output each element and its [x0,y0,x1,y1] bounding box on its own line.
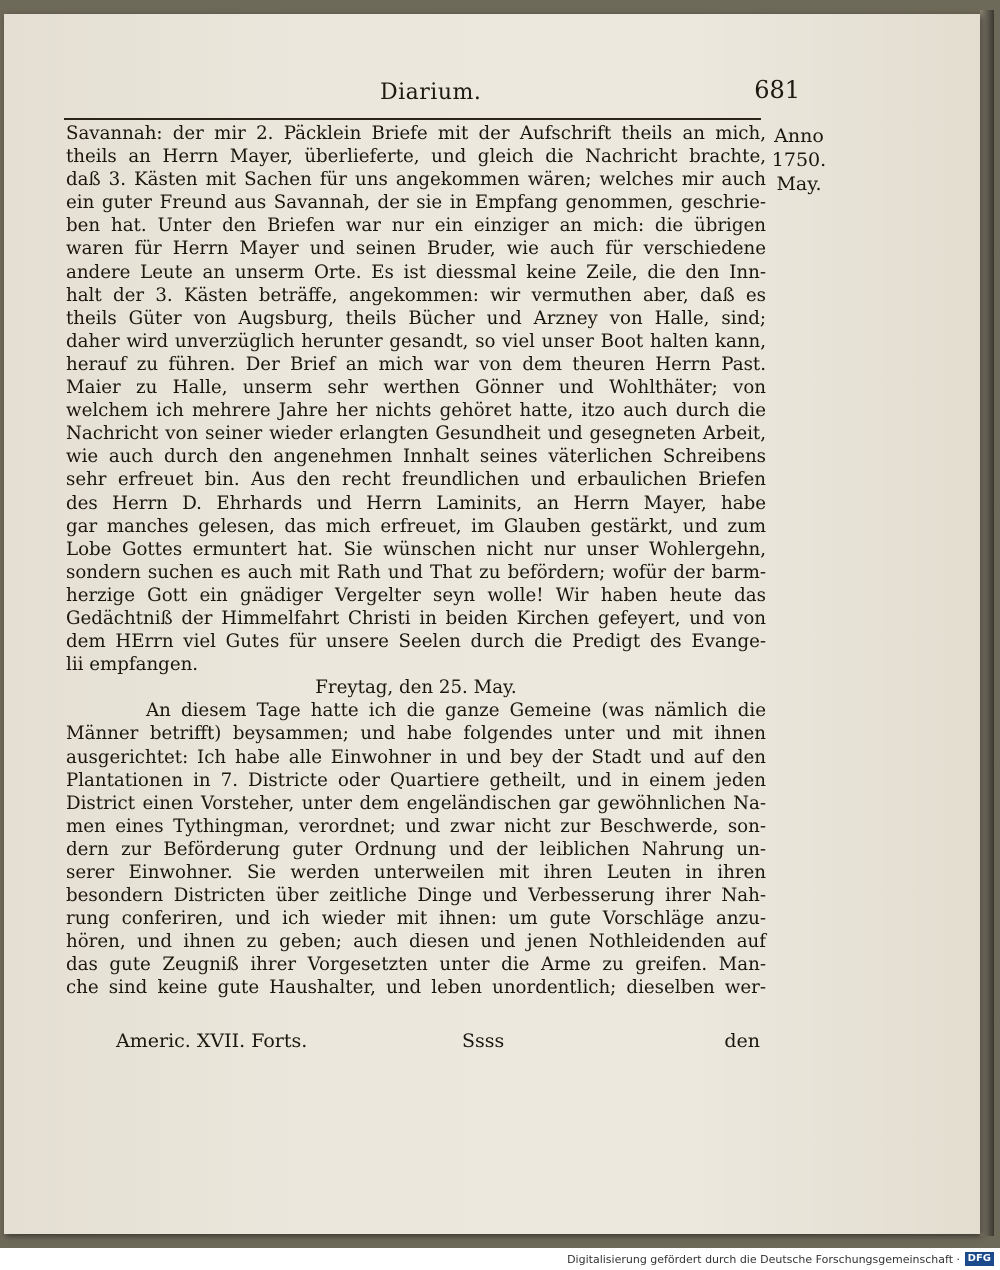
text-line: Maier zu Halle, unserm sehr werthen Gönner und Wohlthäter; von [66,377,766,399]
text-line: District einen Vorsteher, unter dem engeländischen gar gewöhnlichen Na- [66,792,766,814]
text-line: Nachricht von seiner wieder erlangten Gesundheit und gesegneten Arbeit, [66,423,766,445]
catchword: den [724,1030,760,1052]
text-line: das gute Zeugniß ihrer Vorgesetzten unter die Arme zu greifen. Man- [66,954,766,976]
text-line: andere Leute an unserm Orte. Es ist diessmal keine Zeile, die den Inn- [66,261,766,283]
page-number: 681 [754,76,800,104]
header-rule [64,118,761,120]
text-line: hören, und ihnen zu geben; auch diesen und jenen Nothleidenden auf [66,931,766,953]
paragraph-1 [66,122,766,676]
text-line: des Herrn D. Ehrhards und Herrn Laminits, an Herrn Mayer, habe [66,492,766,514]
text-line: welchem ich mehrere Jahre her nichts gehöret hatte, itzo auch durch die [66,400,766,422]
text-line: dem HErrn viel Gutes für unsere Seelen durch die Predigt des Evange- [66,631,766,653]
text-line: gar manches gelesen, das mich erfreuet, im Glauben gestärkt, und zum [66,515,766,537]
margin-note-line: May. [776,173,822,195]
text-line: theils Güter von Augsburg, theils Bücher und Arzney von Halle, sind; [66,307,766,329]
text-line: men eines Tythingman, verordnet; und zwar nicht zur Beschwerde, son- [66,815,766,837]
text-line: theils an Herrn Mayer, überlieferte, und gleich die Nachricht brachte, [66,146,766,168]
text-line: daß 3. Kästen mit Sachen für uns angekommen wären; welches mir auch [66,169,766,191]
running-title: Diarium. [380,80,482,105]
running-head [60,76,800,110]
date-heading: Freytag, den 25. May. [315,677,517,699]
text-line: Savannah: der mir 2. Päcklein Briefe mit der Aufschrift theils an mich, [66,123,766,144]
text-line: che sind keine gute Haushalter, und leben unordentlich; dieselben wer- [66,977,766,999]
text-line: besondern Districten über zeitliche Dinge und Verbesserung ihrer Nah- [66,885,766,907]
text-line: herauf zu führen. Der Brief an mich war von dem theuren Herrn Past. [66,353,766,375]
text-line: waren für Herrn Mayer und seinen Bruder, wie auch für verschiedene [66,238,766,260]
book-edge [980,10,994,1236]
text-line: daher wird unverzüglich herunter gesandt, so viel unser Boot halten kann, [66,330,766,352]
text-line: ein guter Freund aus Savannah, der sie in Empfang genommen, geschrie- [66,192,766,214]
text-line: Plantationen in 7. Districte oder Quartiere getheilt, und in einem jeden [66,769,766,791]
margin-note-line: 1750. [771,149,827,171]
text-line: sehr erfreuet bin. Aus den recht freundlichen und erbaulichen Briefen [66,469,766,491]
text-line: wie auch durch den angenehmen Innhalt seines väterlichen Schreibens [66,446,766,468]
digitization-credit [0,1250,1000,1270]
text-line: lii empfangen. [66,654,199,676]
paragraph-2 [66,699,766,999]
margin-note-line: Anno [774,125,824,147]
text-line: herzige Gott ein gnädiger Vergelter seyn wolle! Wir haben heute das [66,584,766,606]
body-text [66,122,766,1000]
text-line: ausgerichtet: Ich habe alle Einwohner in und bey der Stadt und auf den [66,746,766,768]
signature-mark: Americ. XVII. Forts. [116,1030,308,1052]
text-line: Männer betrifft) beysammen; und habe folgendes unter und mit ihnen [66,723,766,745]
credit-text: Digitalisierung gefördert durch die Deutsche Forschungsgemeinschaft · [567,1253,960,1266]
page-footer [66,1030,766,1056]
text-line: dern zur Beförderung guter Ordnung und der leiblichen Nahrung un- [66,838,766,860]
text-line: An diesem Tage hatte ich die ganze Gemeine (was nämlich die [146,700,766,722]
text-line: rung conferiren, und ich wieder mit ihnen: um gute Vorschläge anzu- [66,908,766,930]
text-line: Lobe Gottes ermuntert hat. Sie wünschen nicht nur unser Wohlergehn, [66,538,766,560]
gathering-mark: Ssss [462,1030,505,1052]
text-line: Gedächtniß der Himmelfahrt Christi in beiden Kirchen gefeyert, und von [66,607,766,629]
text-line: serer Einwohner. Sie werden unterweilen mit ihren Leuten in ihren [66,862,766,883]
text-line: halt der 3. Kästen beträffe, angekommen: wir vermuthen aber, daß es [66,284,766,306]
text-line: sondern suchen es auch mit Rath und That zu befördern; wofür der barm- [66,561,766,583]
margin-note [764,124,834,196]
text-line: ben hat. Unter den Briefen war nur ein einziger an mich: die übrigen [66,215,766,237]
dfg-logo: DFG [965,1252,994,1266]
